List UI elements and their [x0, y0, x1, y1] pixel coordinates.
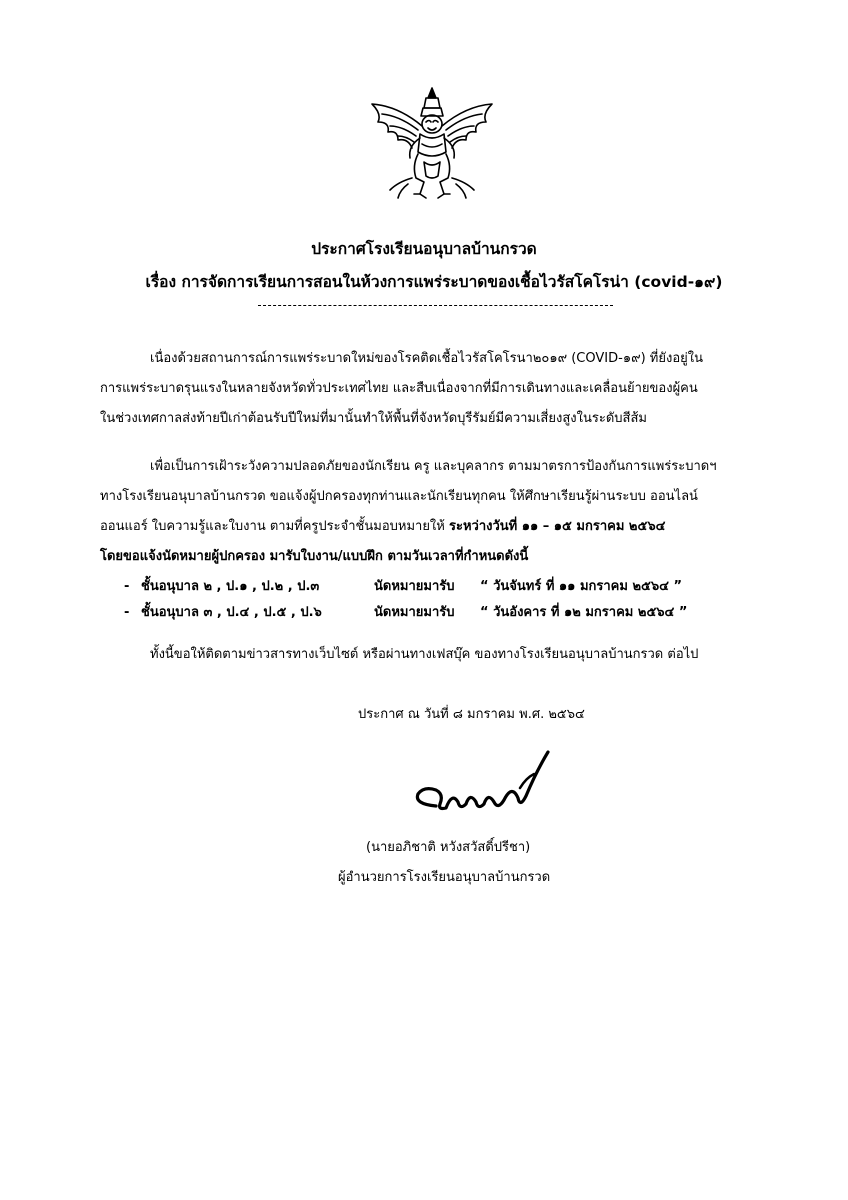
study-period: ระหว่างวันที่ ๑๑ – ๑๕ มกราคม ๒๕๖๔ [448, 519, 666, 534]
announcement-date: ประกาศ ณ วันที่ ๘ มกราคม พ.ศ. ๒๕๖๔ [358, 707, 585, 722]
schedule-date: “ วันอังคาร ที่ ๑๒ มกราคม ๒๕๖๔ ” [480, 605, 688, 620]
garuda-emblem-icon [368, 86, 496, 202]
paragraph2-line3-text: ออนแอร์ ใบความรู้และใบงาน ตามที่ครูประจำชั้นมอบหมายให้ [100, 519, 449, 534]
schedule-grades: ชั้นอนุบาล ๓ , ป.๔ , ป.๕ , ป.๖ [141, 605, 322, 620]
paragraph1-line3: ในช่วงเทศกาลส่งท้ายปีเก่าต้อนรับปีใหม่ที่มานั้นทำให้พื้นที่จังหวัดบุรีรัมย์มีความเสี่ยงสูงในระดับสีส้ม [100, 411, 647, 426]
schedule-grades: ชั้นอนุบาล ๒ , ป.๑ , ป.๒ , ป.๓ [141, 579, 320, 594]
paragraph2-line3 [100, 517, 665, 537]
signatory-name: (นายอภิชาติ หวังสวัสดิ์ปรีชา) [366, 840, 531, 855]
paragraph1-line1: เนื่องด้วยสถานการณ์การแพร่ระบาดใหม่ของโรคติดเชื้อไวรัสโคโรนา๒๐๑๙ (COVID-๑๙) ที่ยังอยู่ใน [150, 351, 703, 366]
schedule-appointment: นัดหมายมารับ [374, 605, 455, 620]
schedule-bullet: - [124, 579, 130, 594]
paragraph2-line4: โดยขอแจ้งนัดหมายผู้ปกครอง มารับใบงาน/แบบฝึก ตามวันเวลาที่กำหนดดังนี้ [100, 549, 529, 564]
schedule-date: “ วันจันทร์ ที่ ๑๑ มกราคม ๒๕๖๔ ” [480, 579, 683, 594]
closing-text: ทั้งนี้ขอให้ติดตามข่าวสารทางเว็บไซต์ หรือผ่านทางเฟสบุ๊ค ของทางโรงเรียนอนุบาลบ้านกรวด ต่อไป [150, 647, 699, 662]
signature-icon [408, 748, 558, 820]
paragraph2-line2: ทางโรงเรียนอนุบาลบ้านกรวด ขอแจ้งผู้ปกครองทุกท่านและนักเรียนทุกคน ให้ศึกษาเรียนรู้ผ่านระบบ ออนไลน์ [100, 489, 698, 504]
announcement-subject: เรื่อง การจัดการเรียนการสอนในห้วงการแพร่ระบาดของเชื้อไวรัสโคโรน่า (covid-๑๙) [145, 273, 723, 291]
schedule-bullet: - [124, 605, 130, 620]
paragraph2-line1: เพื่อเป็นการเฝ้าระวังความปลอดภัยของนักเรียน ครู และบุคลากร ตามมาตรการป้องกันการแพร่ระบาดฯ [150, 459, 717, 474]
schedule-appointment: นัดหมายมารับ [374, 579, 455, 594]
signatory-position: ผู้อำนวยการโรงเรียนอนุบาลบ้านกรวด [338, 870, 551, 885]
dashed-divider [258, 305, 613, 306]
announcement-title: ประกาศโรงเรียนอนุบาลบ้านกรวด [311, 240, 537, 258]
paragraph1-line2: การแพร่ระบาดรุนแรงในหลายจังหวัดทั่วประเทศไทย และสืบเนื่องจากที่มีการเดินทางและเคลื่อนย้ายของผู้คน [100, 381, 698, 396]
